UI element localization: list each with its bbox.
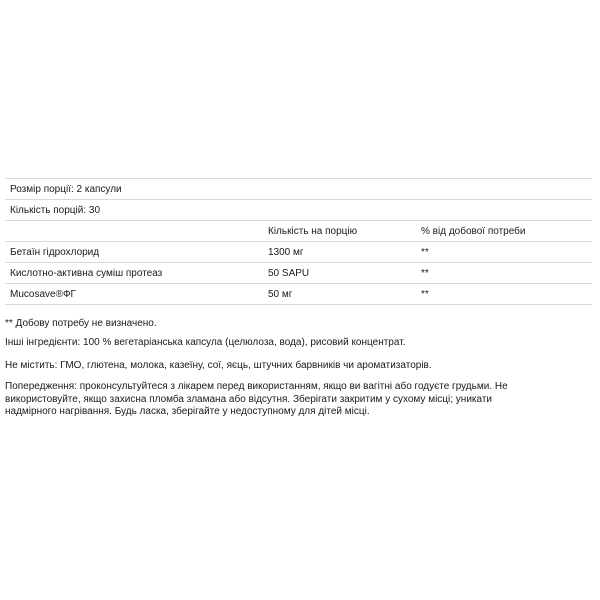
supplement-facts-table: [5, 178, 592, 305]
table-row: [5, 262, 592, 283]
serving-size-text: Розмір порції: 2 капсули: [10, 183, 122, 195]
ingredient-daily-value: **: [421, 288, 429, 300]
daily-value-note: ** Добову потребу не визначено.: [5, 318, 157, 329]
ingredient-name: Mucosave®ФГ: [10, 288, 76, 300]
servings-count-text: Кількість порцій: 30: [10, 204, 101, 216]
ingredient-daily-value: **: [421, 246, 429, 258]
ingredient-name: Бетаїн гідрохлорид: [10, 246, 100, 258]
ingredient-daily-value: **: [421, 267, 429, 279]
other-ingredients-note: Інші інгредієнти: 100 % вегетаріанська капсула (целюлоза, вода), рисовий концентрат.: [5, 337, 406, 348]
header-daily-value: % від добової потреби: [421, 225, 526, 237]
serving-size-row: [5, 178, 592, 199]
ingredient-amount: 50 SAPU: [268, 267, 310, 279]
table-row: [5, 283, 592, 304]
ingredient-name: Кислотно-активна суміш протеаз: [10, 267, 163, 279]
ingredient-amount: 1300 мг: [268, 246, 304, 258]
table-bottom-divider: [5, 304, 592, 305]
header-amount: Кількість на порцію: [268, 225, 358, 237]
free-of-note: Не містить: ГМО, глютена, молока, казеїну, сої, яєць, штучних барвників чи ароматизаторів.: [5, 360, 432, 371]
ingredient-amount: 50 мг: [268, 288, 293, 300]
table-row: [5, 241, 592, 262]
table-header-row: [5, 220, 592, 241]
warning-note: Попередження: проконсультуйтеся з лікарем перед використанням, якщо ви вагітні або годуєте грудьми. Не використовуйте, якщо захисна пломба зламана або відсутня. Зберігати закритим у сухому місці; уникати надмірного нагрівання. Будь ласка, зберігайте у недоступному для дітей місці.: [5, 381, 508, 417]
servings-count-row: [5, 199, 592, 220]
